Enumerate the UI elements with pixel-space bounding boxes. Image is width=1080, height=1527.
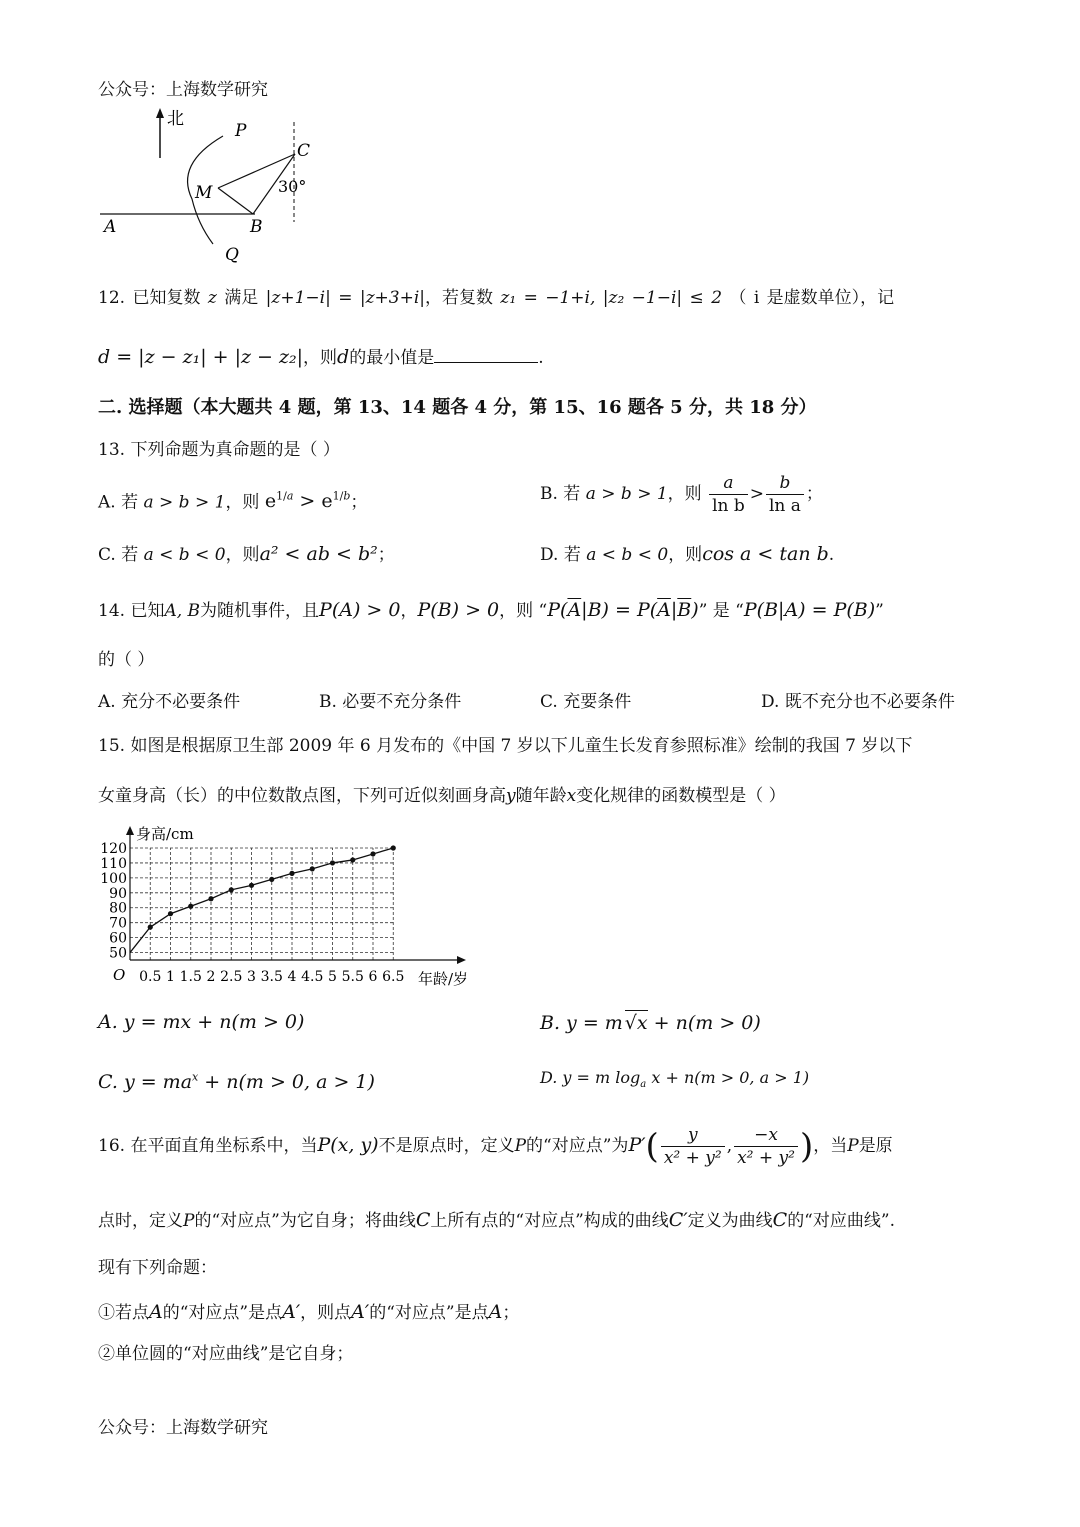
x-tick-label: 4: [287, 969, 297, 985]
label-P: P: [235, 121, 247, 141]
q13-stem: 13. 下列命题为真命题的是（ ）: [98, 440, 340, 460]
x-tick-label: 1.5: [179, 969, 202, 985]
x-axis-arrow-icon: [457, 956, 466, 964]
x-tick-label: 0.5: [139, 969, 162, 985]
q15-option-c[interactable]: C. $y = ma^x + n(m > 0$, a > 1): [98, 1071, 375, 1094]
x-tick-label: 2.5: [220, 969, 243, 985]
y-axis-arrow-icon: [126, 826, 134, 835]
data-point: [391, 845, 396, 850]
y-axis-label: 身高/cm: [136, 825, 194, 843]
label-Q: Q: [225, 245, 239, 265]
height-age-chart: [100, 820, 490, 995]
q13-option-c[interactable]: C. 若 a < b < 0，则a² < ab < b²；: [98, 543, 395, 565]
data-point: [168, 911, 173, 916]
q16-line2: 点时，定义P的“对应点”为它自身；将曲线C上所有点的“对应点”构成的曲线C′定义为曲线C的“对应曲线”.: [98, 1209, 895, 1231]
geometry-figure: [90, 104, 340, 269]
q14-option-b[interactable]: B. 必要不充分条件: [319, 692, 462, 712]
y-tick-label: 60: [109, 930, 127, 947]
data-point: [229, 887, 234, 892]
y-tick-label: 70: [109, 915, 127, 932]
x-tick-label: 4.5: [301, 969, 324, 985]
x-tick-label: 5: [328, 969, 337, 985]
data-point: [208, 896, 213, 901]
angle-label: 30°: [278, 177, 307, 196]
q15-line2: 女童身高（长）的中位数散点图，下列可近似刻画身高y随年龄x变化规律的函数模型是（ ）: [98, 786, 786, 806]
data-point: [370, 851, 375, 856]
y-tick-label: 110: [100, 855, 127, 872]
x-tick-label: 5.5: [341, 969, 364, 985]
x-tick-label: 6.5: [382, 969, 405, 985]
x-tick-label: 2: [206, 969, 216, 985]
q16-line1: 16. 在平面直角坐标系中，当P(x, y)不是原点时，定义P的“对应点”为P′( $\frac{y}{\text{x² + y²}}$ , $\frac{-x}{\text{x² + y²}}$ )，当P是原: [98, 1125, 893, 1168]
label-B: B: [250, 217, 263, 237]
origin-label: O: [113, 966, 126, 984]
data-point: [330, 860, 335, 865]
q14-line2: 的（ ）: [98, 650, 155, 670]
data-point: [289, 871, 294, 876]
q14-option-a[interactable]: A. 充分不必要条件: [98, 692, 241, 712]
series-line: [130, 848, 393, 953]
answer-blank[interactable]: [434, 344, 538, 363]
q16-item1: ①若点A的“对应点”是点A′，则点A′的“对应点”是点A；: [98, 1301, 520, 1323]
data-point: [249, 883, 254, 888]
x-tick-label: 6: [368, 969, 378, 985]
q13-option-d[interactable]: D. 若 a < b < 0，则cos a < tan b.: [540, 543, 835, 565]
q14-option-d[interactable]: D. 既不充分也不必要条件: [761, 692, 955, 712]
q15-line1: 15. 如图是根据原卫生部 2009 年 6 月发布的《中国 7 岁以下儿童生长发育参照标准》绘制的我国 7 岁以下: [98, 736, 913, 756]
x-tick-label: 1: [166, 969, 175, 985]
q16-line3: 现有下列命题：: [98, 1258, 217, 1278]
label-A: A: [104, 217, 117, 237]
data-point: [148, 925, 153, 930]
q15-option-b[interactable]: B. y = m √x + n(m > 0): [540, 1012, 761, 1034]
y-tick-label: 120: [100, 841, 127, 857]
x-tick-label: 3: [247, 969, 256, 985]
label-M: M: [195, 183, 213, 203]
q12-line1: 12. 已知复数 z 满足 |z+1−i| = |z+3+i|，若复数 z₁ = −1+i, |z₂ −1−i| ≤ 2 （ i 是虚数单位），记: [98, 288, 895, 308]
data-point: [188, 904, 193, 909]
y-tick-label: 50: [109, 945, 127, 962]
section-heading: 二. 选择题（本大题共 4 题，第 13、14 题各 4 分，第 15、16 题各 5 分，共 18 分）: [98, 397, 817, 418]
data-point: [350, 857, 355, 862]
q14-option-c[interactable]: C. 充要条件: [540, 692, 632, 712]
x-axis-label: 年龄/岁: [418, 970, 469, 988]
north-arrow-icon: [156, 108, 164, 118]
q13-option-a[interactable]: A. 若 a > b > 1，则 $e^{1/a} > e^{1/b}$；: [98, 490, 368, 513]
y-tick-label: 80: [109, 900, 127, 917]
data-point: [269, 877, 274, 882]
q15-option-a[interactable]: A. y = mx + n(m > 0): [98, 1011, 305, 1033]
y-tick-label: 90: [109, 885, 127, 902]
q16-item2: ②单位圆的“对应曲线”是它自身；: [98, 1344, 354, 1364]
page-footer: 公众号：上海数学研究: [98, 1418, 268, 1438]
x-tick-label: 3.5: [260, 969, 283, 985]
data-point: [310, 866, 315, 871]
q15-option-d[interactable]: D. y = m $\log_a x + n(m > 0$, a > 1): [540, 1068, 810, 1091]
y-tick-label: 100: [100, 870, 127, 887]
north-label: 北: [167, 109, 184, 129]
q14-line1: 14. 已知A, B为随机事件，且P(A) > 0，P(B) > 0，则 “$P(\overline{A}|B) = P(\overline{A}|\overline{B})$” 是 “P(B|A) = P(B)”: [98, 599, 884, 621]
q13-option-b[interactable]: B. 若 a > b > 1，则 $\frac{a}{\text{ln b}}$ > $\frac{b}{\text{ln a}}$ ；: [540, 473, 823, 516]
page-header: 公众号：上海数学研究: [98, 80, 268, 100]
q12-line2: d = |z − z₁| + |z − z₂|，则d的最小值是 .: [98, 346, 544, 368]
label-C: C: [297, 141, 311, 161]
